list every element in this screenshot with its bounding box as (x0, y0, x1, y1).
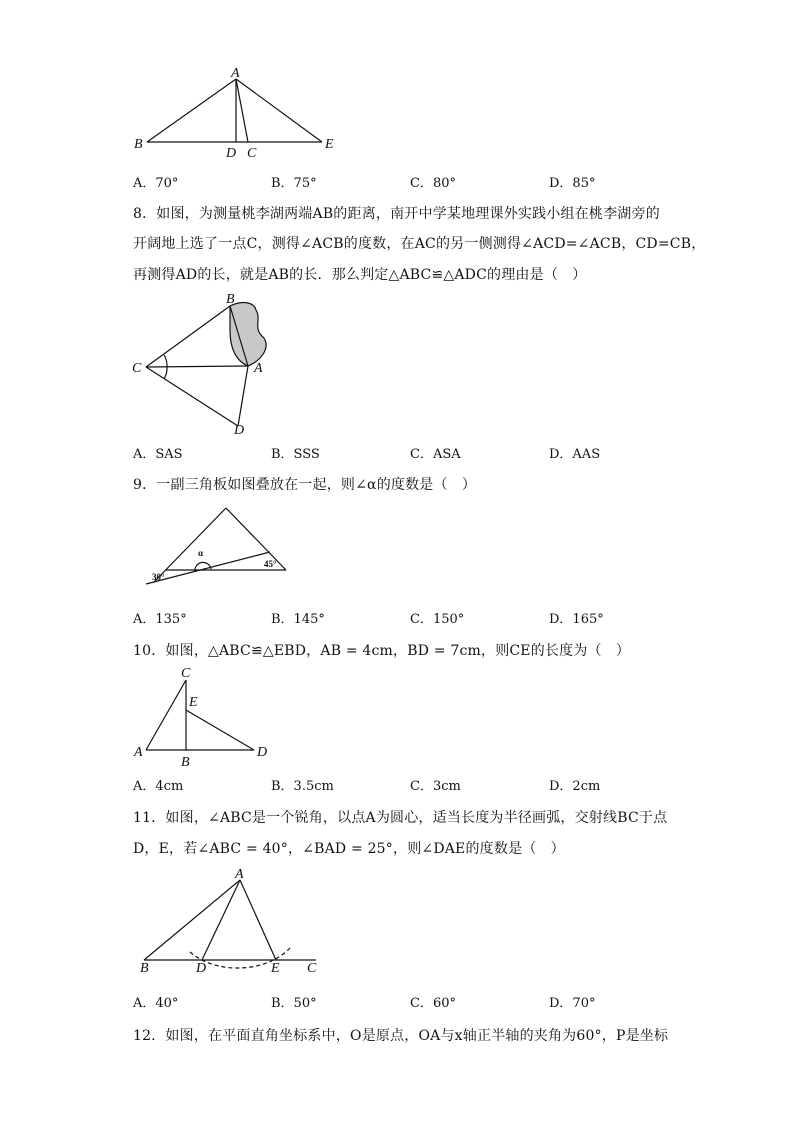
figure-q9-set-squares (140, 500, 300, 590)
q8-option-a[interactable]: A．SAS (133, 447, 183, 462)
q11-option-b[interactable]: B．50° (271, 996, 317, 1011)
label-d: D (234, 423, 245, 438)
label-a: A (134, 745, 143, 760)
q9-option-a[interactable]: A．135° (133, 612, 187, 627)
q8-option-d[interactable]: D．AAS (549, 447, 601, 462)
q10-options (133, 775, 653, 795)
q7-option-c[interactable]: C．80° (410, 176, 456, 191)
label-b: B (134, 137, 143, 152)
lake-shape (230, 303, 266, 366)
q7-option-a[interactable]: A．70° (133, 176, 179, 191)
label-a: A (235, 867, 244, 882)
q8-options (133, 443, 653, 463)
q9-text-line-1: 9．一副三角板如图叠放在一起，则∠α的度数是（ ） (133, 477, 477, 493)
q10-option-a[interactable]: A．4cm (133, 779, 184, 794)
label-d: D (196, 961, 207, 976)
q8-option-c[interactable]: C．ASA (410, 447, 461, 462)
q11-option-d[interactable]: D．70° (549, 996, 596, 1011)
figure-q8-lake (130, 288, 280, 438)
q10-option-c[interactable]: C．3cm (410, 779, 461, 794)
q12-text-line-1: 12．如图，在平面直角坐标系中，O是原点，OA与x轴正半轴的夹角为60°，P是坐标 (133, 1028, 669, 1044)
q11-option-a[interactable]: A．40° (133, 996, 179, 1011)
label-e: E (189, 695, 198, 710)
q8-option-b[interactable]: B．SSS (271, 447, 320, 462)
q11-text-line-2: D，E，若∠ABC = 40°，∠BAD = 25°，则∠DAE的度数是（ ） (133, 841, 565, 857)
q10-option-b[interactable]: B．3.5cm (271, 779, 334, 794)
label-b: B (181, 755, 190, 768)
label-d: D (226, 146, 237, 161)
label-e: E (271, 961, 280, 976)
q9-option-b[interactable]: B．145° (271, 612, 325, 627)
q9-options (133, 608, 653, 628)
q7-options (133, 172, 653, 192)
q7-option-b[interactable]: B．75° (271, 176, 317, 191)
label-a: A (254, 361, 263, 376)
q8-text-line-3: 再测得AD的长，就是AB的长．那么判定△ABC≌△ADC的理由是（ ） (133, 267, 587, 283)
q9-option-d[interactable]: D．165° (549, 612, 604, 627)
label-c: C (247, 146, 257, 161)
label-45: 45° (264, 559, 277, 569)
figure-q10-triangles (130, 664, 280, 768)
label-b: B (226, 292, 235, 307)
q10-text-line-1: 10．如图，△ABC≌△EBD，AB = 4cm，BD = 7cm，则CE的长度为（ ） (133, 643, 631, 659)
q8-text-line-1: 8．如图，为测量桃李湖两端AB的距离，南开中学某地理课外实践小组在桃李湖旁的 (133, 206, 660, 222)
label-30: 30° (152, 572, 165, 582)
q11-options (133, 992, 653, 1012)
label-c: C (132, 361, 142, 376)
label-c: C (307, 961, 317, 976)
figure-q11-arc (130, 866, 330, 978)
q8-text-line-2: 开阔地上选了一点C，测得∠ACB的度数，在AC的另一侧测得∠ACD=∠ACB，CD=CB， (133, 236, 706, 252)
label-a: A (231, 66, 240, 81)
label-b: B (140, 961, 149, 976)
label-alpha: α (198, 548, 204, 558)
q7-option-d[interactable]: D．85° (549, 176, 596, 191)
label-d: D (257, 745, 268, 760)
q9-option-c[interactable]: C．150° (410, 612, 465, 627)
q11-text-line-1: 11．如图，∠ABC是一个锐角，以点A为圆心，适当长度为半径画弧，交射线BC于点 (133, 810, 668, 826)
q11-option-c[interactable]: C．60° (410, 996, 456, 1011)
q10-option-d[interactable]: D．2cm (549, 779, 601, 794)
label-e: E (325, 137, 334, 152)
figure-q7-triangle (130, 62, 350, 162)
label-c: C (181, 666, 191, 681)
